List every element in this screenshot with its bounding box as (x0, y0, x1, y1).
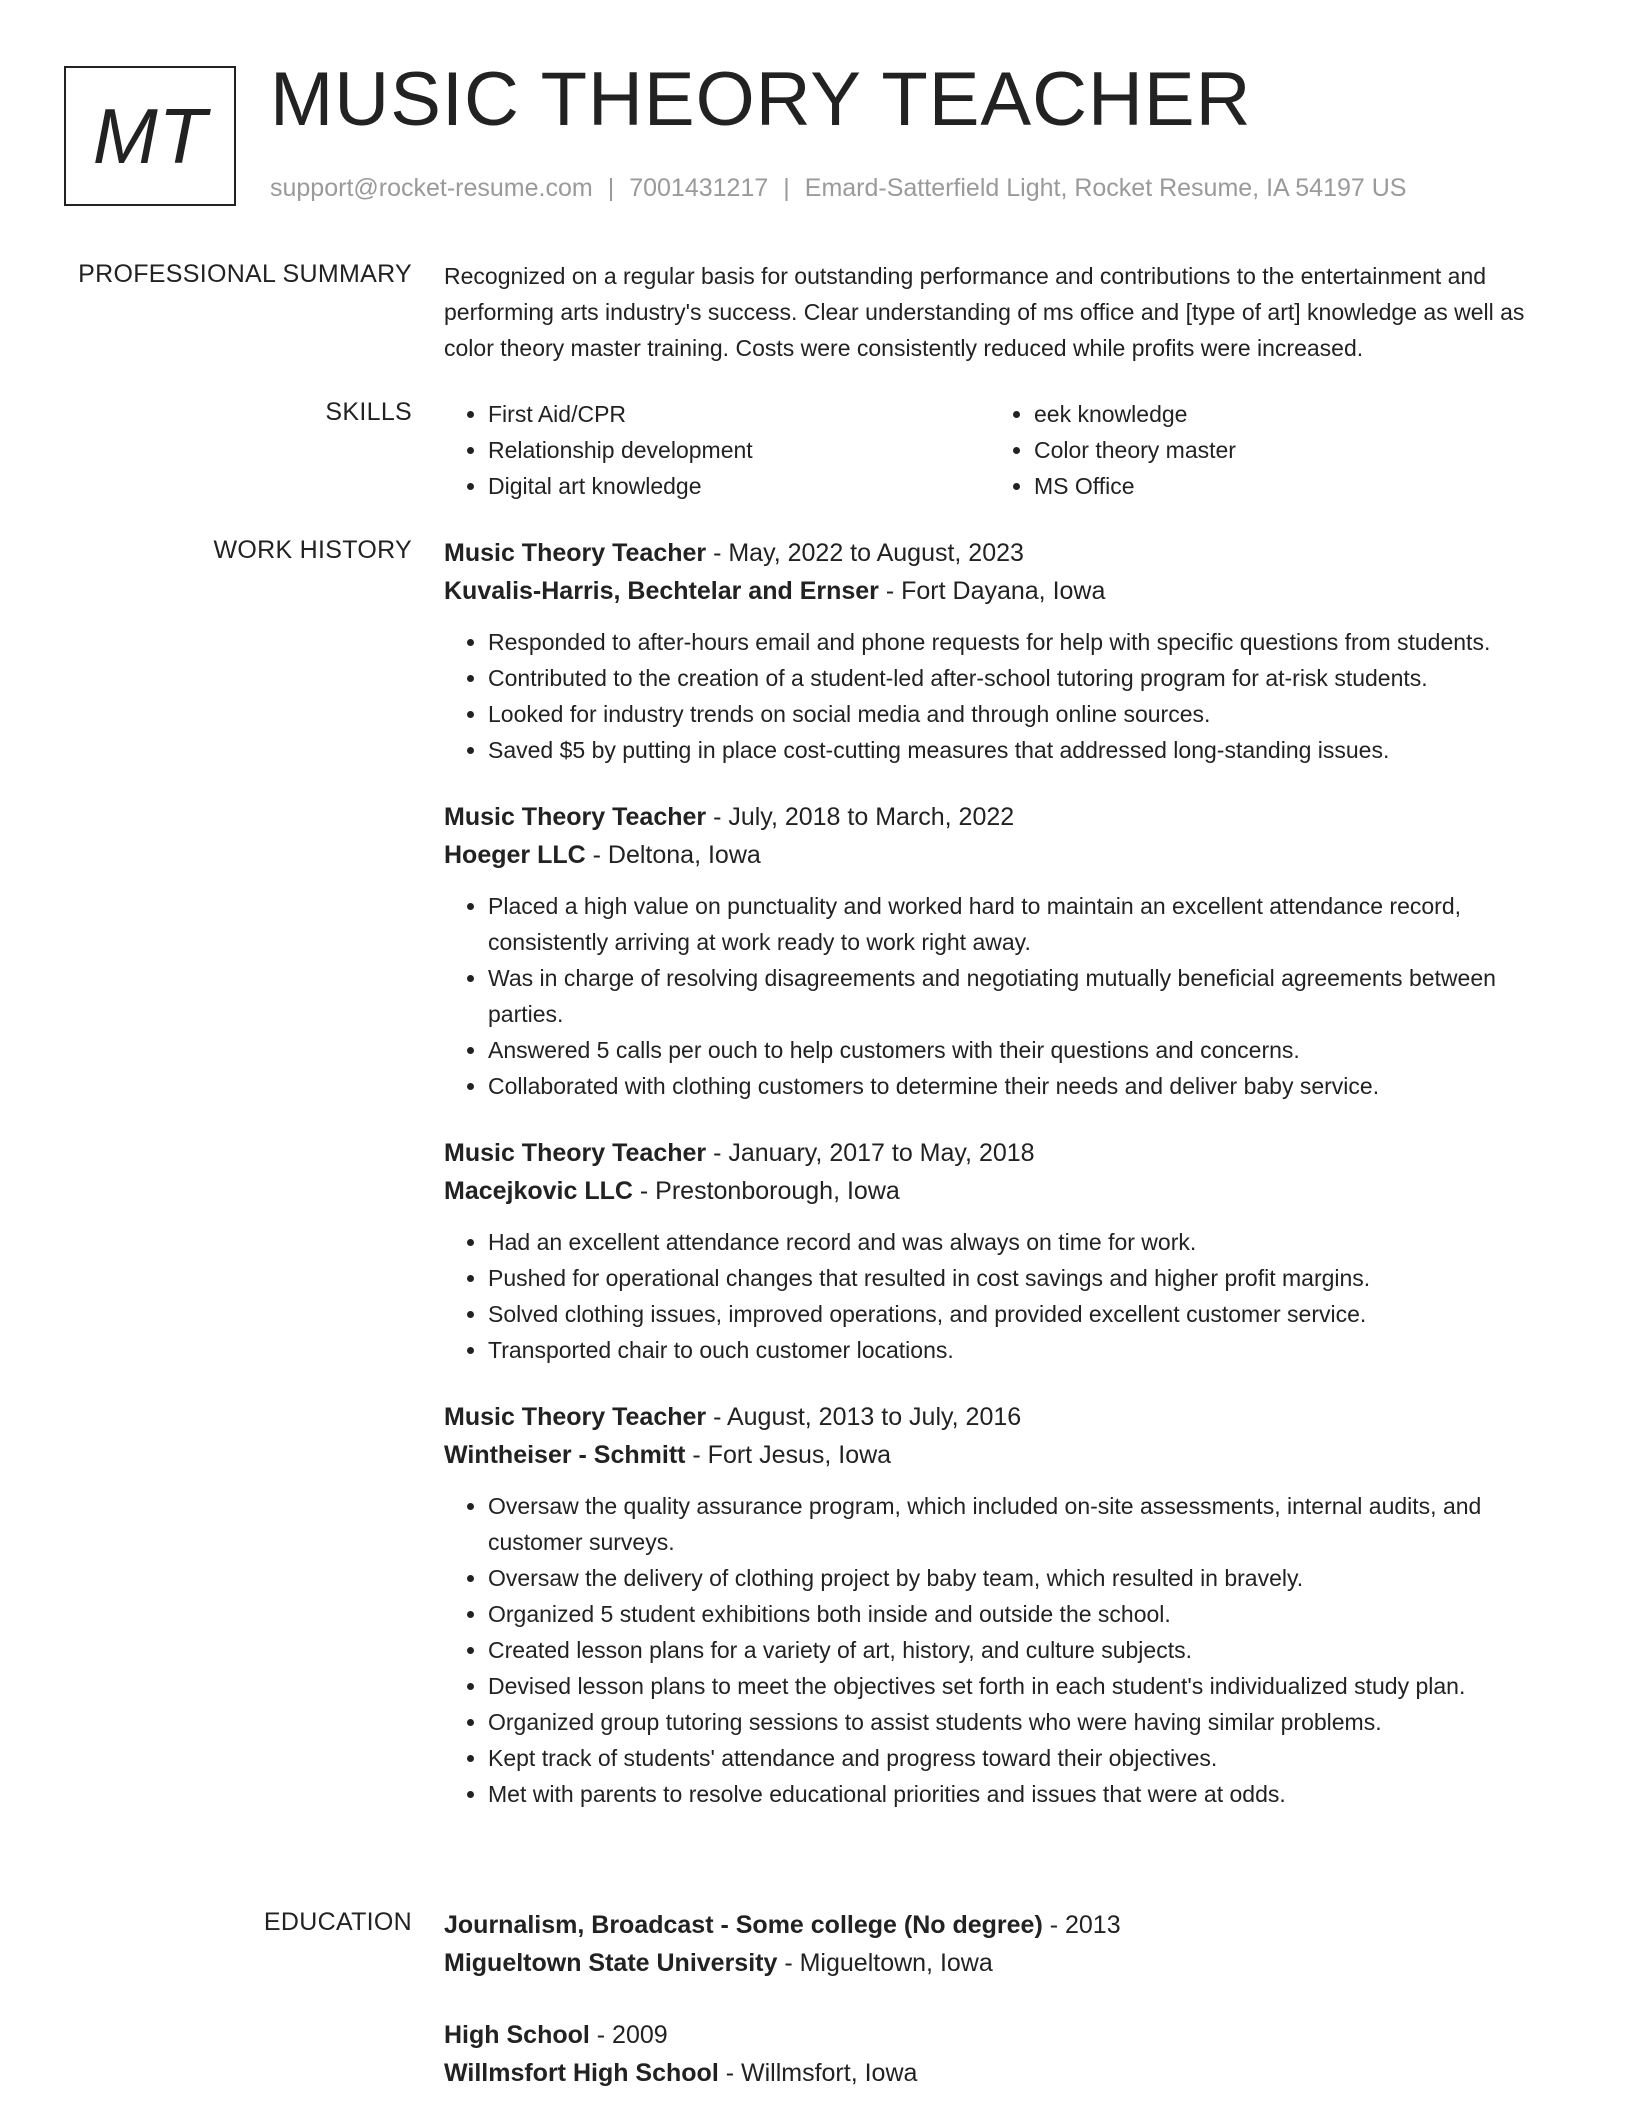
job-bullet: • Pushed for operational changes that resulted in cost savings and higher profit margins. (488, 1260, 1564, 1296)
job-dates: - May, 2022 to August, 2023 (706, 539, 1024, 567)
resume-name: MUSIC THEORY TEACHER (270, 57, 1252, 142)
job-bullet: • Was in charge of resolving disagreements and negotiating mutually beneficial agreements between parties. (488, 960, 1564, 1032)
skills-list-right (990, 396, 1536, 504)
summary-text: Recognized on a regular basis for outstanding performance and contributions to the entertainment and performing arts industry's success. Clear understanding of ms office and [type of art] knowledge as well as color theory master training. Costs were consistently reduced while profits were increased. (444, 263, 1525, 361)
job-bullet: • Had an excellent attendance record and was always on time for work. (488, 1224, 1564, 1260)
job-company-line (444, 836, 1564, 874)
education-school-line (444, 1944, 1564, 1982)
monogram-box (64, 66, 236, 206)
job-location: - Fort Dayana, Iowa (878, 577, 1106, 605)
job-bullet: • Solved clothing issues, improved operations, and provided excellent customer service. (488, 1296, 1564, 1332)
education-degree-line (444, 1906, 1564, 1944)
job-title: Music Theory Teacher (444, 803, 707, 831)
education-degree: High School (444, 2021, 590, 2049)
section-heading-skills: SKILLS (325, 398, 412, 426)
section-heading-work-history: WORK HISTORY (213, 536, 412, 564)
job-bullet: • Looked for industry trends on social media and through online sources. (488, 696, 1564, 732)
job-bullet: • Met with parents to resolve educational priorities and issues that were at odds. (488, 1776, 1564, 1812)
job-location: - Fort Jesus, Iowa (685, 1441, 892, 1469)
job-title-line (444, 1134, 1564, 1172)
skill-item: • First Aid/CPR (488, 396, 990, 432)
job-bullets (444, 624, 1564, 768)
job-entry (444, 798, 1564, 1104)
job-company: Hoeger LLC (444, 841, 586, 869)
job-company: Wintheiser - Schmitt (444, 1441, 686, 1469)
job-dates: - July, 2018 to March, 2022 (706, 803, 1015, 831)
contact-separator: | (607, 174, 615, 202)
job-bullet: • Kept track of students' attendance and progress toward their objectives. (488, 1740, 1564, 1776)
education-school: Migueltown State University (444, 1949, 778, 1977)
job-bullet: • Devised lesson plans to meet the objectives set forth in each student's individualized study plan. (488, 1668, 1564, 1704)
skill-item: • eek knowledge (1034, 396, 1536, 432)
job-bullet: • Organized group tutoring sessions to assist students who were having similar problems. (488, 1704, 1564, 1740)
job-bullet: • Contributed to the creation of a student-led after-school tutoring program for at-risk students. (488, 660, 1564, 696)
education-school: Willmsfort High School (444, 2059, 719, 2087)
job-dates: - August, 2013 to July, 2016 (706, 1403, 1022, 1431)
skills-list-left (444, 396, 990, 504)
education-entry (444, 1906, 1564, 1982)
skill-item: • Relationship development (488, 432, 990, 468)
job-bullet: • Collaborated with clothing customers to determine their needs and deliver baby service. (488, 1068, 1564, 1104)
skills-grid (444, 396, 1564, 504)
job-title-line (444, 1398, 1564, 1436)
education-body (444, 1906, 1564, 2126)
job-bullet: • Saved $5 by putting in place cost-cutting measures that addressed long-standing issues. (488, 732, 1564, 768)
education-year: - 2013 (1042, 1911, 1121, 1939)
job-bullets (444, 888, 1564, 1104)
contact-separator: | (783, 174, 790, 202)
job-company-line (444, 572, 1564, 610)
job-location: - Prestonborough, Iowa (632, 1177, 900, 1205)
job-bullet: • Oversaw the quality assurance program, which included on-site assessments, internal audits, and customer surveys. (488, 1488, 1564, 1560)
job-title: Music Theory Teacher (444, 1139, 707, 1167)
contact-address: Emard-Satterfield Light, Rocket Resume, IA 54197 US (804, 174, 1407, 202)
job-bullet: • Organized 5 student exhibitions both inside and outside the school. (488, 1596, 1564, 1632)
education-school-line (444, 2054, 1564, 2092)
job-bullet: • Placed a high value on punctuality and worked hard to maintain an excellent attendance record, consistently arriving at work ready to work right away. (488, 888, 1564, 960)
job-title-line (444, 798, 1564, 836)
education-degree: Journalism, Broadcast - Some college (No degree) (444, 1911, 1043, 1939)
section-heading-summary: PROFESSIONAL SUMMARY (78, 260, 412, 288)
job-bullet: • Oversaw the delivery of clothing project by baby team, which resulted in bravely. (488, 1560, 1564, 1596)
job-company-line (444, 1436, 1564, 1474)
contact-email[interactable]: support@rocket-resume.com (270, 174, 593, 202)
job-location: - Deltona, Iowa (585, 841, 761, 869)
job-company: Kuvalis-Harris, Bechtelar and Ernser (444, 577, 879, 605)
job-bullet: • Transported chair to ouch customer locations. (488, 1332, 1564, 1368)
summary-body (444, 258, 1564, 366)
section-heading-education: EDUCATION (263, 1908, 412, 1936)
job-bullets (444, 1224, 1564, 1368)
job-entry (444, 1398, 1564, 1812)
education-year: - 2009 (589, 2021, 668, 2049)
job-title: Music Theory Teacher (444, 1403, 707, 1431)
education-entry (444, 2016, 1564, 2092)
education-location: - Migueltown, Iowa (777, 1949, 993, 1977)
contact-phone[interactable]: 7001431217 (629, 174, 769, 202)
monogram-initials: MT (92, 91, 208, 180)
job-entry (444, 534, 1564, 768)
job-dates: - January, 2017 to May, 2018 (706, 1139, 1035, 1167)
skills-body (444, 396, 1564, 504)
job-bullets (444, 1488, 1564, 1812)
job-company-line (444, 1172, 1564, 1210)
education-location: - Willmsfort, Iowa (718, 2059, 918, 2087)
job-company: Macejkovic LLC (444, 1177, 633, 1205)
job-title-line (444, 534, 1564, 572)
job-bullet: • Responded to after-hours email and phone requests for help with specific questions from students. (488, 624, 1564, 660)
job-bullet: • Answered 5 calls per ouch to help customers with their questions and concerns. (488, 1032, 1564, 1068)
job-title: Music Theory Teacher (444, 539, 707, 567)
education-degree-line (444, 2016, 1564, 2054)
skill-item: • Digital art knowledge (488, 468, 990, 504)
work-history-body (444, 534, 1564, 1842)
job-bullet: • Created lesson plans for a variety of art, history, and culture subjects. (488, 1632, 1564, 1668)
job-entry (444, 1134, 1564, 1368)
contact-line (270, 174, 1406, 203)
skill-item: • MS Office (1034, 468, 1536, 504)
skill-item: • Color theory master (1034, 432, 1536, 468)
